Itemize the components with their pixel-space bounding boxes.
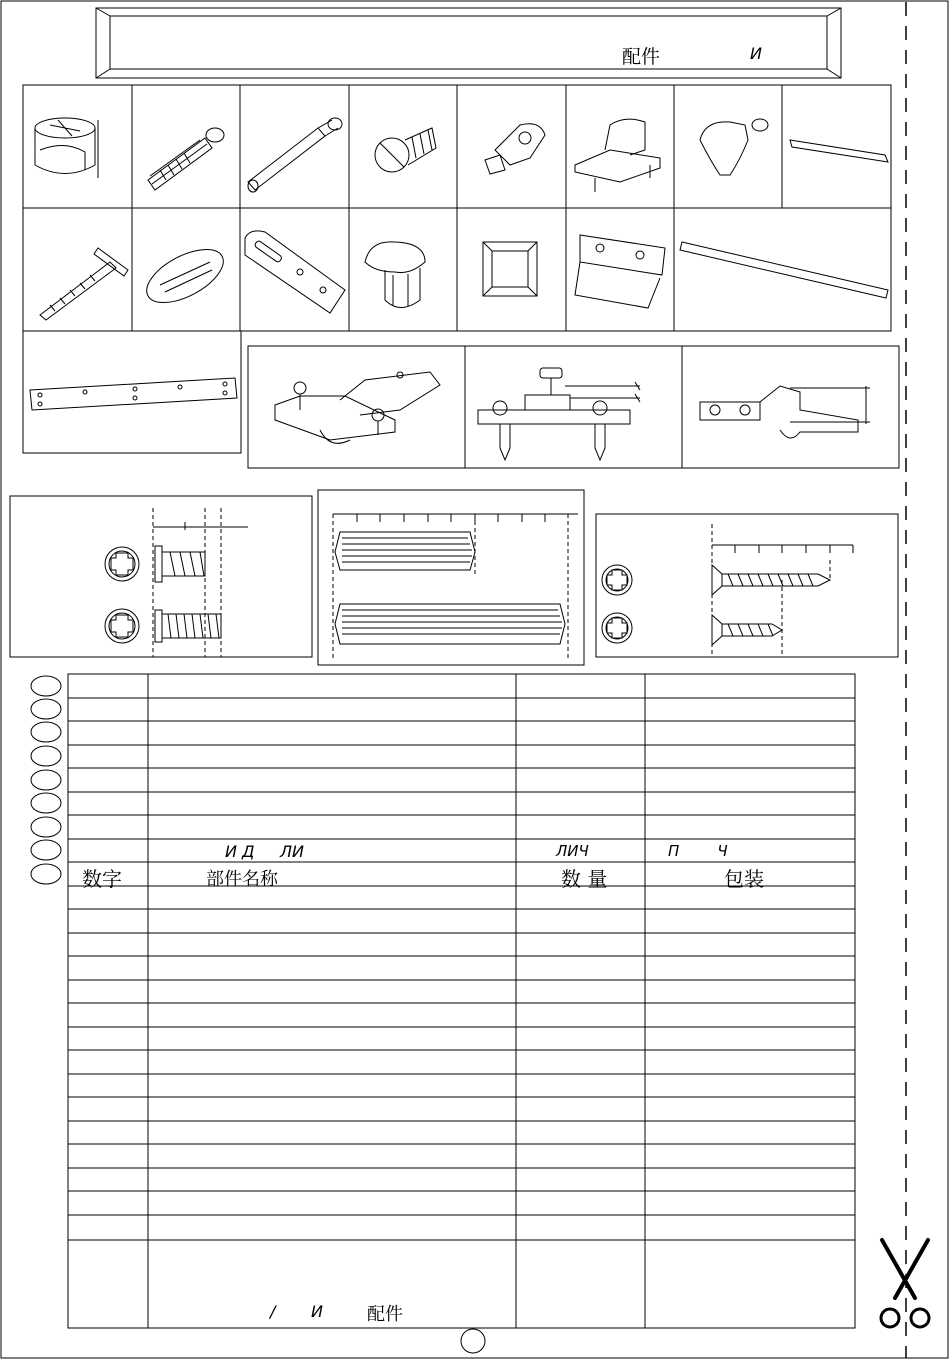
- footer-label: 配件: [367, 1304, 403, 1325]
- col3-code-label: ЛИЧ: [556, 842, 589, 860]
- col2-code-label: И Д ЛИ: [225, 842, 304, 861]
- col4-code-label: П Ч: [668, 842, 728, 860]
- square-cap-icon: [483, 242, 537, 296]
- screw-head-icon: [375, 128, 436, 172]
- scissors-icon: [881, 1240, 929, 1327]
- side-index-ovals: [31, 676, 61, 884]
- col1-header: 数字: [82, 867, 122, 891]
- euro-screw-panel: [10, 496, 312, 657]
- col4-header: 包装: [724, 867, 764, 891]
- dowel-panel: [318, 490, 584, 665]
- parts-table-grid: [68, 674, 855, 1328]
- page-number-circle: [461, 1329, 485, 1353]
- rod-icon: [680, 242, 888, 298]
- cam-lock-icon: [35, 118, 98, 178]
- mounting-plate-icon: [245, 231, 345, 313]
- leveling-foot-icon: [365, 242, 425, 308]
- header-code: И: [750, 44, 762, 63]
- profile-strip-icon: [790, 140, 888, 162]
- shelf-support-icon: [485, 124, 545, 174]
- footer-code: / И: [270, 1302, 323, 1321]
- header-title: 配件: [622, 46, 661, 68]
- hinge-plate-icon: [478, 368, 640, 460]
- col3-header: 数 量: [561, 867, 608, 891]
- long-cam-bolt-icon: [248, 118, 342, 192]
- oval-cover-icon: [139, 239, 232, 314]
- wood-screw-panel: [596, 514, 898, 657]
- hinge-panel: [248, 346, 899, 468]
- bracket-clip-icon: [575, 119, 660, 192]
- flat-strip-icon: [30, 378, 237, 410]
- page-border: [1, 1, 948, 1358]
- long-bolt-icon: [40, 248, 128, 320]
- shelf-pin-icon: [700, 119, 768, 175]
- concealed-hinge-icon: [275, 372, 440, 443]
- z-bracket-icon: [575, 235, 665, 308]
- header-frame: [96, 8, 841, 78]
- side-hinge-icon: [700, 386, 870, 438]
- col2-header: 部件名称: [206, 869, 278, 890]
- cam-bolt-icon: [148, 128, 224, 190]
